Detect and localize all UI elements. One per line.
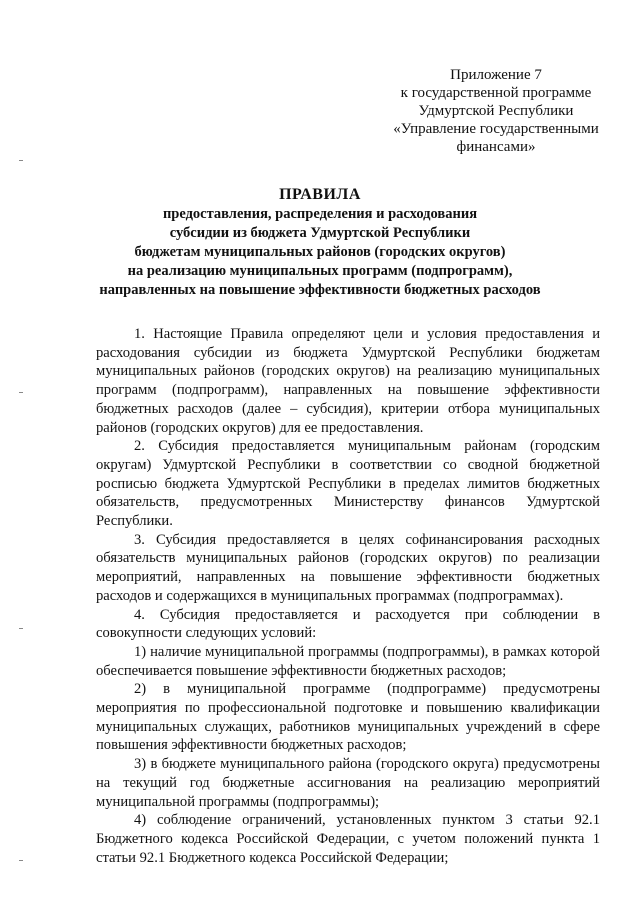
appendix-line: Удмуртской Республики	[418, 103, 574, 119]
margin-mark	[19, 860, 23, 861]
paragraph: 2) в муниципальной программе (подпрограмме) предусмотрены мероприятия по профессиональной подготовке и повышению квалификации муниципальных служащих, работников муниципальных учреждений в сфере повышения эффективности бюджетных расходов;	[96, 681, 600, 754]
title-line: бюджетам муниципальных районов (городских округов)	[134, 244, 506, 260]
appendix-line: «Управление государственными	[393, 121, 599, 137]
document-title	[90, 185, 550, 300]
paragraph: 4. Субсидия предоставляется и расходуется при соблюдении в совокупности следующих условий:	[96, 606, 600, 642]
margin-mark	[19, 628, 23, 629]
title-main: ПРАВИЛА	[279, 186, 361, 203]
appendix-line: Приложение 7	[450, 67, 542, 83]
title-line: предоставления, распределения и расходования	[162, 206, 478, 222]
margin-mark	[19, 392, 23, 393]
paragraph: 2. Субсидия предоставляется муниципальным районам (городским округам) Удмуртской Республики в соответствии со сводной бюджетной росписью бюджета Удмуртской Республики в пределах лимитов бюджетных обязательств, предусмотренных Министерству финансов Удмуртской Республики.	[96, 438, 600, 530]
paragraph: 3. Субсидия предоставляется в целях софинансирования расходных обязательств муниципальных районов (городских округов) по реализации мероприятий, направленных на повышение эффективности бюджетных расходов и содержащихся в муниципальных программах (подпрограммах).	[96, 531, 600, 604]
paragraph: 3) в бюджете муниципального района (городского округа) предусмотрены на текущий год бюджетные ассигнования на реализацию мероприятий муниципальной программы (подпрограммы);	[96, 756, 600, 810]
appendix-line: финансами»	[456, 139, 536, 155]
title-line: на реализацию муниципальных программ (подпрограмм),	[127, 263, 513, 279]
paragraph: 4) соблюдение ограничений, установленных пунктом 3 статьи 92.1 Бюджетного кодекса Российской Федерации, с учетом положений пункта 1 статьи 92.1 Бюджетного кодекса Российской Федерации;	[96, 812, 600, 866]
paragraph: 1. Настоящие Правила определяют цели и условия предоставления и расходования субсидии из бюджета Удмуртской Республики бюджетам муниципальных районов (городских округов) на реализацию муниципальных программ (подпрограмм), направленных на повышение эффективности бюджетных расходов (далее – субсидия), критерии отбора муниципальных районов (городских округов) для ее предоставления.	[96, 326, 600, 436]
document-body	[96, 325, 600, 867]
title-line: направленных на повышение эффективности бюджетных расходов	[99, 282, 541, 298]
margin-mark	[19, 160, 23, 161]
appendix-header	[380, 66, 612, 156]
appendix-line: к государственной программе	[400, 85, 592, 101]
title-line: субсидии из бюджета Удмуртской Республики	[169, 225, 471, 241]
paragraph: 1) наличие муниципальной программы (подпрограммы), в рамках которой обеспечивается повышение эффективности бюджетных расходов;	[96, 643, 600, 679]
